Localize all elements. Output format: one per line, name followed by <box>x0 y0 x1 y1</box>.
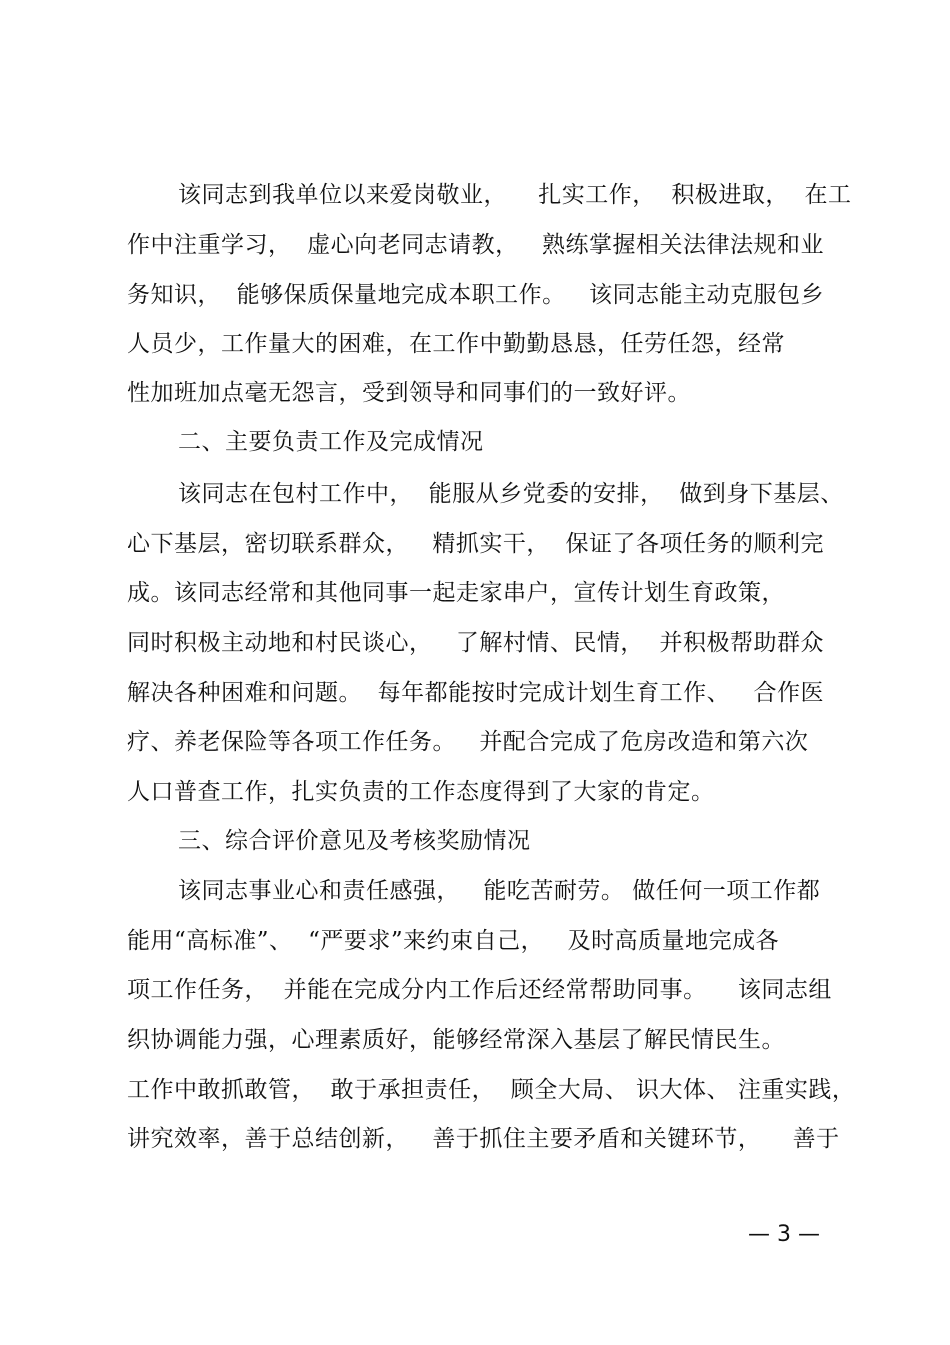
body-line: 疗、养老保险等各项工作任务。 并配合完成了危房改造和第六次 <box>127 729 809 755</box>
body-line: 工作中敢抓敢管， 敢于承担责任， 顾全大局、 识大体、 注重实践， <box>127 1077 856 1103</box>
body-line: 心下基层，密切联系群众， 精抓实干， 保证了各项任务的顺利完 <box>127 531 825 557</box>
body-line: 该同志在包村工作中， 能服从乡党委的安排， 做到身下基层、 <box>178 481 844 507</box>
body-line: 人员少，工作量大的困难，在工作中勤勤恳恳，任劳任怨，经常 <box>127 331 785 357</box>
section-heading: 三、综合评价意见及考核奖励情况 <box>178 828 531 854</box>
body-line: 成。该同志经常和其他同事一起走家串户，宣传计划生育政策， <box>127 580 785 606</box>
body-line: 该同志事业心和责任感强， 能吃苦耐劳。 做任何一项工作都 <box>178 878 821 904</box>
body-line: 人口普查工作，扎实负责的工作态度得到了大家的肯定。 <box>127 779 715 805</box>
body-line: 项工作任务， 并能在完成分内工作后还经常帮助同事。 该同志组 <box>127 977 832 1003</box>
body-line: 性加班加点毫无怨言，受到领导和同事们的一致好评。 <box>127 380 691 406</box>
body-line: 作中注重学习， 虚心向老同志请教， 熟练掌握相关法律法规和业 <box>127 232 825 258</box>
body-line: 务知识， 能够保质保量地完成本职工作。 该同志能主动克服包乡 <box>127 282 825 308</box>
body-line: 织协调能力强，心理素质好，能够经常深入基层了解民情民生。 <box>127 1027 785 1053</box>
body-line: 讲究效率，善于总结创新， 善于抓住主要矛盾和关键环节， 善于 <box>127 1126 840 1152</box>
body-line: 能用“高标准”、 “严要求”来约束自己， 及时高质量地完成各 <box>127 928 780 954</box>
body-line: 解决各种困难和问题。 每年都能按时完成计划生育工作、 合作医 <box>127 680 825 706</box>
body-line: 该同志到我单位以来爱岗敬业， 扎实工作， 积极进取， 在工 <box>178 182 852 208</box>
page-number: — 3 — <box>748 1222 820 1247</box>
body-line: 同时积极主动地和村民谈心， 了解村情、民情， 并积极帮助群众 <box>127 630 825 656</box>
section-heading: 二、主要负责工作及完成情况 <box>178 429 484 455</box>
